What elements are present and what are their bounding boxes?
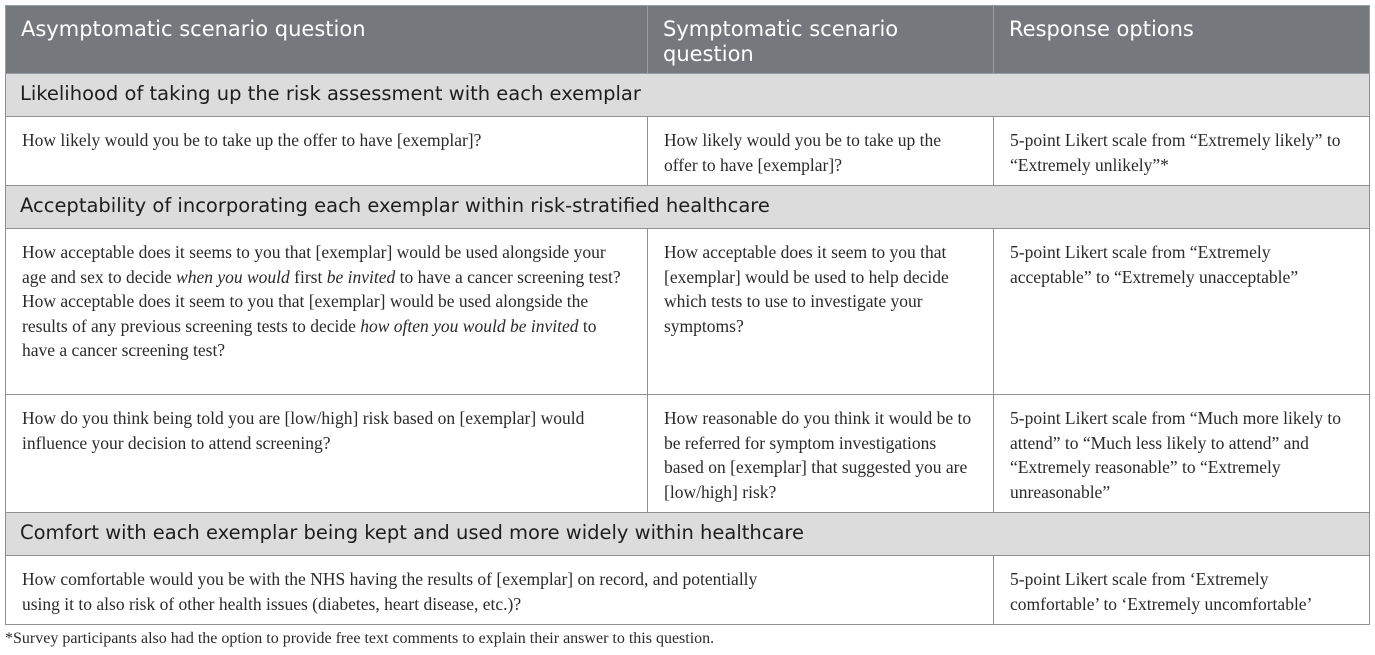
italic-text: when you would <box>176 266 290 287</box>
italic-text: how often you would be invited <box>360 315 579 336</box>
section-title: Likelihood of taking up the risk assessment with each exemplar <box>6 74 1370 117</box>
question-text: How comfortable would you be with the NHS having the results of [exemplar] on record, and potentially using it to also risk of other health issues (diabetes, heart disease, etc.)? <box>22 569 758 614</box>
section-title: Acceptability of incorporating each exemplar within risk-stratified healthcare <box>6 186 1370 229</box>
questions-table <box>5 5 1370 625</box>
footnote: *Survey participants also had the option to provide free text comments to explain their answer to this question. <box>5 630 715 647</box>
header-response: Response options <box>994 6 1370 74</box>
text: to have a cancer screening test? <box>395 266 621 287</box>
text: first <box>289 266 327 287</box>
text: How acceptable does it seem to you that [exemplar] would be used alongside the results of any previous screening tests to decide <box>22 291 589 336</box>
section-row-likelihood <box>6 74 1370 117</box>
table-row <box>6 229 1370 395</box>
section-row-comfort <box>6 513 1370 556</box>
italic-text: be invited <box>326 266 396 287</box>
cell-symptomatic: How reasonable do you think it would be to be referred for symptom investigations based on [exemplar] that suggested you are [low/high] risk? <box>648 395 994 513</box>
cell-asymptomatic: How do you think being told you are [low/high] risk based on [exemplar] would influence your decision to attend screening? <box>6 395 648 513</box>
header-symptomatic: Symptomatic scenario question <box>648 6 994 74</box>
text: How acceptable does it seems to you that [exemplar] would be used alongside your age and sex to decide <box>22 242 606 287</box>
cell-asymptomatic <box>6 229 648 395</box>
table-row <box>6 117 1370 186</box>
cell-response: 5-point Likert scale from “Extremely acceptable” to “Extremely unacceptable” <box>994 229 1370 395</box>
text: to have a cancer screening test? <box>22 315 597 360</box>
section-row-acceptability <box>6 186 1370 229</box>
cell-response: 5-point Likert scale from “Extremely likely” to “Extremely unlikely”* <box>994 117 1370 186</box>
question-when-invited <box>22 240 631 289</box>
cell-combined-question <box>6 556 994 625</box>
question-how-often <box>22 289 631 363</box>
table-row <box>6 556 1370 625</box>
header-asymptomatic: Asymptomatic scenario question <box>6 6 648 74</box>
table-row <box>6 395 1370 513</box>
cell-symptomatic: How acceptable does it seem to you that [exemplar] would be used to help decide which tests to use to investigate your symptoms? <box>648 229 994 395</box>
section-title: Comfort with each exemplar being kept and used more widely within healthcare <box>6 513 1370 556</box>
cell-symptomatic: How likely would you be to take up the offer to have [exemplar]? <box>648 117 994 186</box>
cell-response: 5-point Likert scale from “Much more likely to attend” to “Much less likely to attend” and “Extremely reasonable” to “Extremely unreasonable” <box>994 395 1370 513</box>
cell-response: 5-point Likert scale from ‘Extremely comfortable’ to ‘Extremely uncomfortable’ <box>994 556 1370 625</box>
header-row <box>6 6 1370 74</box>
cell-asymptomatic: How likely would you be to take up the offer to have [exemplar]? <box>6 117 648 186</box>
